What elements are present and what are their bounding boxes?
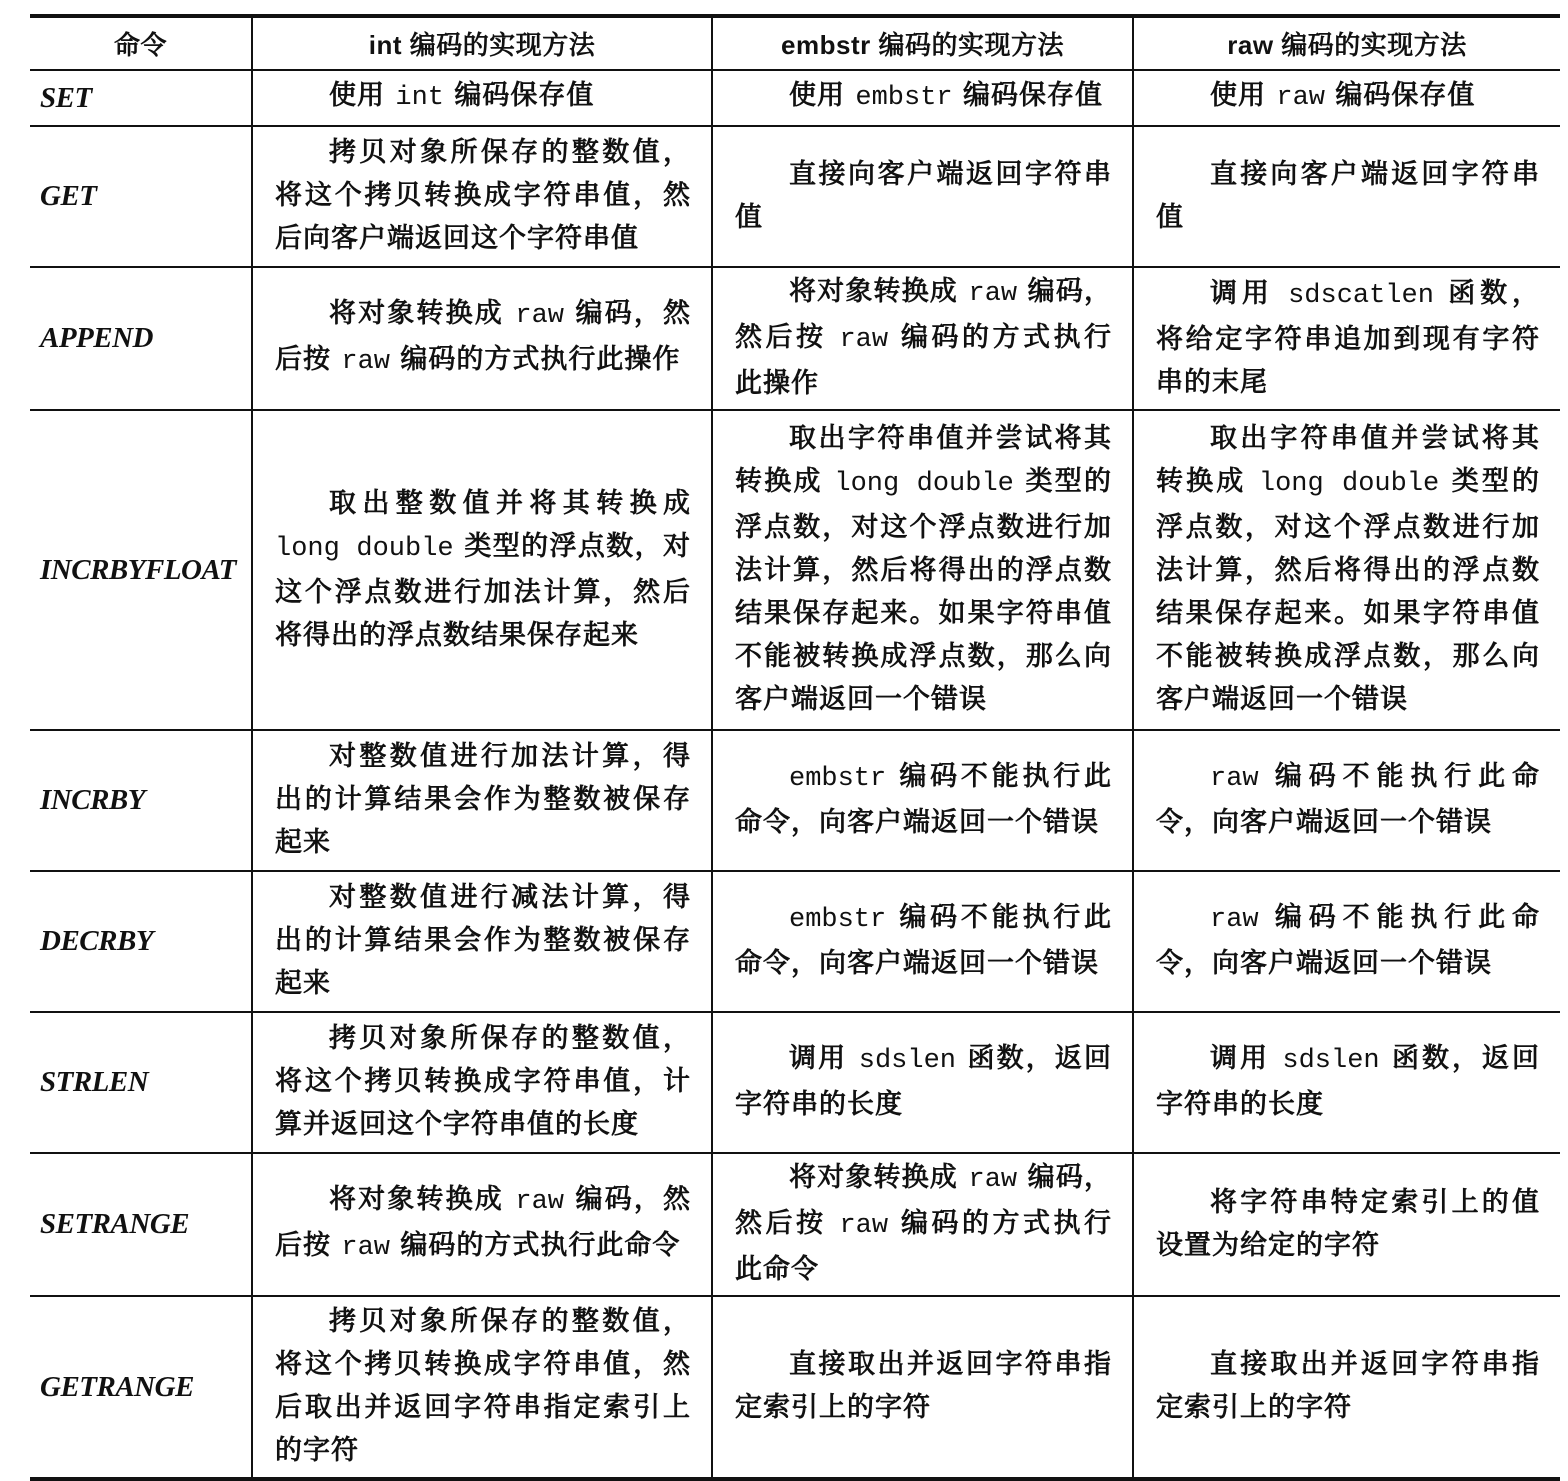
table-row xyxy=(30,126,1560,267)
description-text: 直接取出并返回字符串指定索引上的字符 xyxy=(1156,1349,1540,1423)
int-cell xyxy=(252,267,712,410)
code-term: raw xyxy=(968,1165,1018,1195)
description-text: 编码，然后按 xyxy=(735,276,1112,353)
embstr-cell xyxy=(712,1012,1133,1153)
description-text: 调用 xyxy=(789,1043,859,1074)
description-text: 编码的方式执行此命令 xyxy=(390,1229,681,1261)
raw-cell xyxy=(1133,1296,1560,1479)
description-text: 取出字符串值并尝试将其转换成 xyxy=(735,423,1112,497)
description-text: 直接向客户端返回字符串值 xyxy=(1156,158,1540,233)
raw-cell xyxy=(1133,70,1560,126)
description-text: 编码保存值 xyxy=(952,80,1104,111)
command-cell: APPEND xyxy=(30,267,252,410)
description-text: 编码保存值 xyxy=(444,80,595,111)
code-term: raw xyxy=(839,325,889,355)
raw-cell xyxy=(1133,871,1560,1012)
encoding-comparison-table xyxy=(30,14,1560,1481)
code-term: long double xyxy=(1258,469,1440,499)
description-text: 调用 xyxy=(1210,1043,1283,1074)
code-term: raw xyxy=(341,346,391,377)
raw-cell xyxy=(1133,126,1560,267)
header-int: int 编码的实现方法 xyxy=(252,16,712,70)
description-text: 调用 xyxy=(1210,277,1289,309)
description-text: 编码不能执行此命令，向客户端返回一个错误 xyxy=(1156,902,1540,979)
description-text: 编码不能执行此命令，向客户端返回一个错误 xyxy=(735,902,1112,979)
description-text: 对整数值进行减法计算，得出的计算结果会作为整数被保存起来 xyxy=(275,882,691,999)
description-text: 编码的方式执行此操作 xyxy=(735,322,1112,399)
raw-cell xyxy=(1133,730,1560,871)
int-cell xyxy=(252,730,712,871)
code-term: raw xyxy=(1276,83,1326,113)
code-term: long double xyxy=(834,469,1014,499)
header-embstr: embstr 编码的实现方法 xyxy=(712,16,1133,70)
table-row xyxy=(30,730,1560,871)
description-text: 取出整数值并将其转换成 xyxy=(329,487,691,519)
description-text: 将对象转换成 xyxy=(329,1183,516,1215)
code-term: raw xyxy=(839,1211,889,1241)
description-text: 编码，然后按 xyxy=(275,297,691,375)
description-text: 拷贝对象所保存的整数值，将这个拷贝转换成字符串值，然后向客户端返回这个字符串值 xyxy=(275,137,691,254)
embstr-cell xyxy=(712,410,1133,730)
table-row xyxy=(30,410,1560,730)
int-cell xyxy=(252,410,712,730)
embstr-cell xyxy=(712,1296,1133,1479)
embstr-cell xyxy=(712,1153,1133,1296)
embstr-cell xyxy=(712,267,1133,410)
table-header-row xyxy=(30,16,1560,70)
description-text: 类型的浮点数，对这个浮点数进行加法计算，然后将得出的浮点数结果保存起来。如果字符串值不能被转换成浮点数，那么向客户端返回一个错误 xyxy=(735,466,1113,715)
raw-cell xyxy=(1133,410,1560,730)
description-text: 编码，然后按 xyxy=(275,1183,691,1261)
description-text: 将字符串特定索引上的值设置为给定的字符 xyxy=(1156,1186,1540,1261)
code-term: embstr xyxy=(789,764,887,794)
int-cell xyxy=(252,126,712,267)
description-text: 将对象转换成 xyxy=(789,1162,969,1193)
table-row xyxy=(30,70,1560,126)
header-raw: raw 编码的实现方法 xyxy=(1133,16,1560,70)
description-text: 编码的方式执行此命令 xyxy=(735,1208,1112,1285)
description-text: 类型的浮点数，对这个浮点数进行加法计算，然后将得出的浮点数结果保存起来。如果字符串值不能被转换成浮点数，那么向客户端返回一个错误 xyxy=(1156,466,1541,715)
code-term: embstr xyxy=(789,905,887,935)
table-row xyxy=(30,1153,1560,1296)
code-term: int xyxy=(395,83,445,113)
command-cell: SET xyxy=(30,70,252,126)
command-cell: GET xyxy=(30,126,252,267)
code-term: raw xyxy=(341,1232,391,1263)
int-cell xyxy=(252,871,712,1012)
table-row xyxy=(30,1012,1560,1153)
description-text: 函数，返回字符串的长度 xyxy=(735,1043,1112,1120)
table-row xyxy=(30,871,1560,1012)
command-cell: INCRBY xyxy=(30,730,252,871)
embstr-cell xyxy=(712,70,1133,126)
description-text: 拷贝对象所保存的整数值，将这个拷贝转换成字符串值，计算并返回这个字符串值的长度 xyxy=(275,1023,691,1140)
description-text: 编码不能执行此命令，向客户端返回一个错误 xyxy=(735,761,1112,838)
raw-cell xyxy=(1133,1012,1560,1153)
table-row xyxy=(30,1296,1560,1479)
embstr-cell xyxy=(712,730,1133,871)
command-cell: SETRANGE xyxy=(30,1153,252,1296)
code-term: sdslen xyxy=(858,1046,956,1076)
raw-cell xyxy=(1133,1153,1560,1296)
description-text: 编码不能执行此命令，向客户端返回一个错误 xyxy=(1156,761,1540,838)
code-term: raw xyxy=(1210,905,1259,935)
command-cell: DECRBY xyxy=(30,871,252,1012)
code-term: sdslen xyxy=(1282,1046,1380,1076)
description-text: 直接取出并返回字符串指定索引上的字符 xyxy=(735,1349,1112,1423)
code-term: raw xyxy=(515,1186,565,1217)
embstr-cell xyxy=(712,871,1133,1012)
code-term: embstr xyxy=(855,83,953,113)
description-text: 编码的方式执行此操作 xyxy=(390,343,681,375)
description-text: 将对象转换成 xyxy=(329,297,516,329)
description-text: 函数，将给定字符串追加到现有字符串的末尾 xyxy=(1156,277,1541,398)
table-row xyxy=(30,267,1560,410)
description-text: 类型的浮点数，对这个浮点数进行加法计算，然后将得出的浮点数结果保存起来 xyxy=(275,530,691,651)
description-text: 取出字符串值并尝试将其转换成 xyxy=(1156,423,1540,497)
description-text: 拷贝对象所保存的整数值，将这个拷贝转换成字符串值，然后取出并返回字符串指定索引上的字符 xyxy=(275,1306,691,1466)
code-term: raw xyxy=(968,279,1018,309)
int-cell xyxy=(252,1296,712,1479)
description-text: 使用 xyxy=(789,80,856,111)
code-term: raw xyxy=(515,300,565,331)
command-cell: GETRANGE xyxy=(30,1296,252,1479)
raw-cell xyxy=(1133,267,1560,410)
code-term: raw xyxy=(1210,764,1259,794)
description-text: 直接向客户端返回字符串值 xyxy=(735,158,1112,233)
command-cell: INCRBYFLOAT xyxy=(30,410,252,730)
description-text: 对整数值进行加法计算，得出的计算结果会作为整数被保存起来 xyxy=(275,741,691,858)
description-text: 使用 xyxy=(1210,80,1277,111)
description-text: 编码，然后按 xyxy=(735,1162,1112,1239)
code-term: sdscatlen xyxy=(1288,280,1434,311)
table-body xyxy=(30,70,1560,1479)
int-cell xyxy=(252,70,712,126)
int-cell xyxy=(252,1153,712,1296)
int-cell xyxy=(252,1012,712,1153)
description-text: 使用 xyxy=(329,80,396,111)
description-text: 函数，返回字符串的长度 xyxy=(1156,1043,1540,1120)
embstr-cell xyxy=(712,126,1133,267)
header-command: 命令 xyxy=(30,16,252,70)
command-cell: STRLEN xyxy=(30,1012,252,1153)
description-text: 编码保存值 xyxy=(1325,80,1476,111)
code-term: long double xyxy=(275,533,454,564)
description-text: 将对象转换成 xyxy=(789,276,969,307)
